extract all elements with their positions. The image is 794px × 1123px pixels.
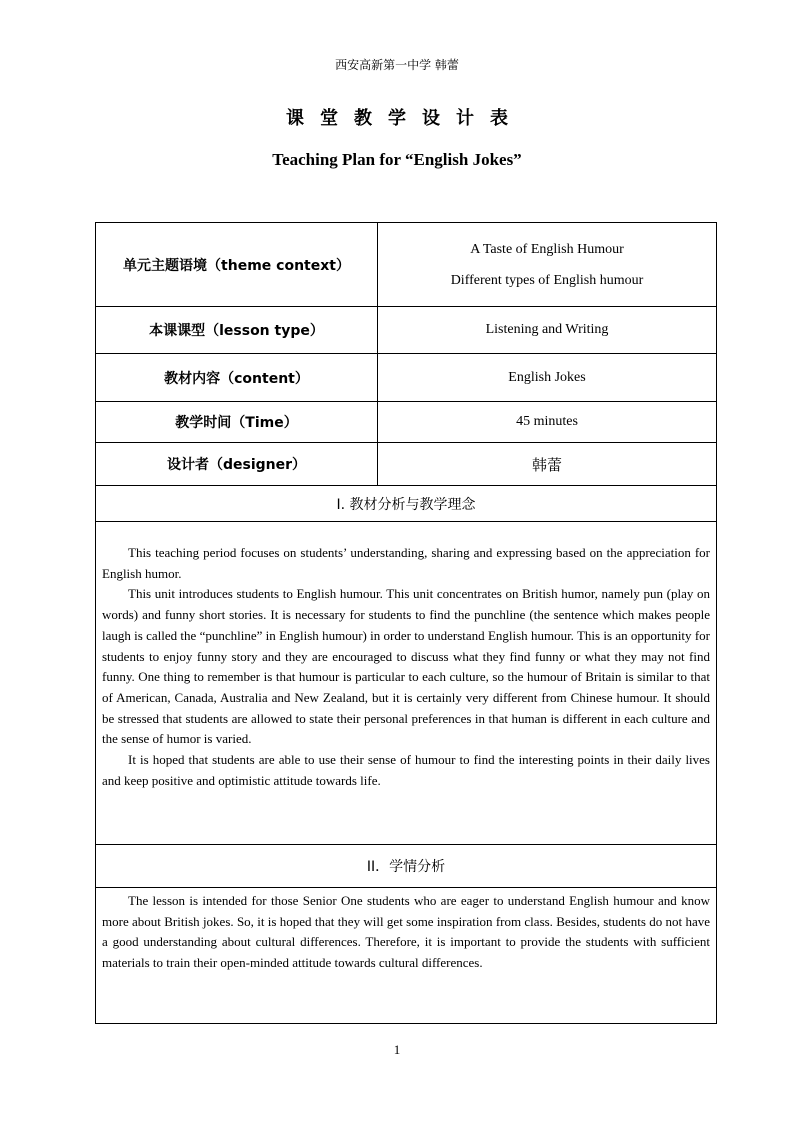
value-lesson-type: Listening and Writing — [485, 322, 609, 337]
section-1-body — [102, 543, 710, 791]
label-designer: 设计者（designer） — [166, 457, 307, 473]
section-1-paragraph: It is hoped that students are able to use their sense of humour to find the interesting points in their daily lives and keep positive and optimistic attitude towards life. — [102, 752, 710, 788]
section-2-heading: II．学情分析 — [366, 859, 446, 875]
label-theme-context: 单元主题语境（theme context） — [123, 257, 350, 274]
row-divider — [96, 887, 716, 888]
title-english: Teaching Plan for “English Jokes” — [272, 150, 522, 169]
value-content: English Jokes — [508, 369, 586, 385]
theme-line-2: Different types of English humour — [450, 272, 644, 288]
teaching-plan-table — [95, 222, 717, 1024]
section-1-paragraph: This unit introduces students to English humour. This unit concentrates on British humor, namely pun (play on words) and funny short stories. It is necessary for students to find the punchline (the sentence which makes people laugh is called the “punchline” in English humour) in order to understand English humour. This is an opportunity for students to enjoy funny story and they are encouraged to discuss what they find funny or what they may not find funny. One thing to remember is that humour is particular to each culture, so the humour of Britain is similar to that of American, Canada, Australia and New Zealand, but it is certainly very different from Chinese humour. It should be stressed that students are allowed to state their personal preferences in that human is different in each culture and the sense of humor is varied. — [102, 586, 710, 747]
label-time: 教学时间（Time） — [175, 415, 298, 431]
value-designer: 韩蕾 — [531, 455, 562, 474]
section-1-heading: I. 教材分析与教学理念 — [336, 496, 476, 513]
section-2-paragraph: The lesson is intended for those Senior One students who are eager to understand English humour and know more about British jokes. So, it is hoped that they will get some inspiration from class. Besides, students do not have a good understanding about cultural differences. Therefore, it is important to provide the students with sufficient materials to train their open-minded attitude towards cultural differences. — [102, 893, 710, 971]
section-1-paragraph: This teaching period focuses on students’ understanding, sharing and expressing based on the appreciation for English humor. — [102, 545, 710, 581]
page-number: 1 — [393, 1042, 401, 1057]
theme-line-1: A Taste of English Humour — [470, 241, 624, 257]
title-chinese: 课堂教学设计表 — [286, 108, 524, 129]
label-content: 教材内容（content） — [164, 370, 309, 387]
value-time: 45 minutes — [516, 414, 578, 429]
page-header: 西安高新第一中学 韩蕾 — [335, 58, 459, 72]
label-lesson-type: 本课课型（lesson type） — [149, 323, 324, 339]
row-divider — [96, 521, 716, 522]
value-theme-context — [378, 223, 716, 306]
section-2-body — [102, 891, 710, 974]
